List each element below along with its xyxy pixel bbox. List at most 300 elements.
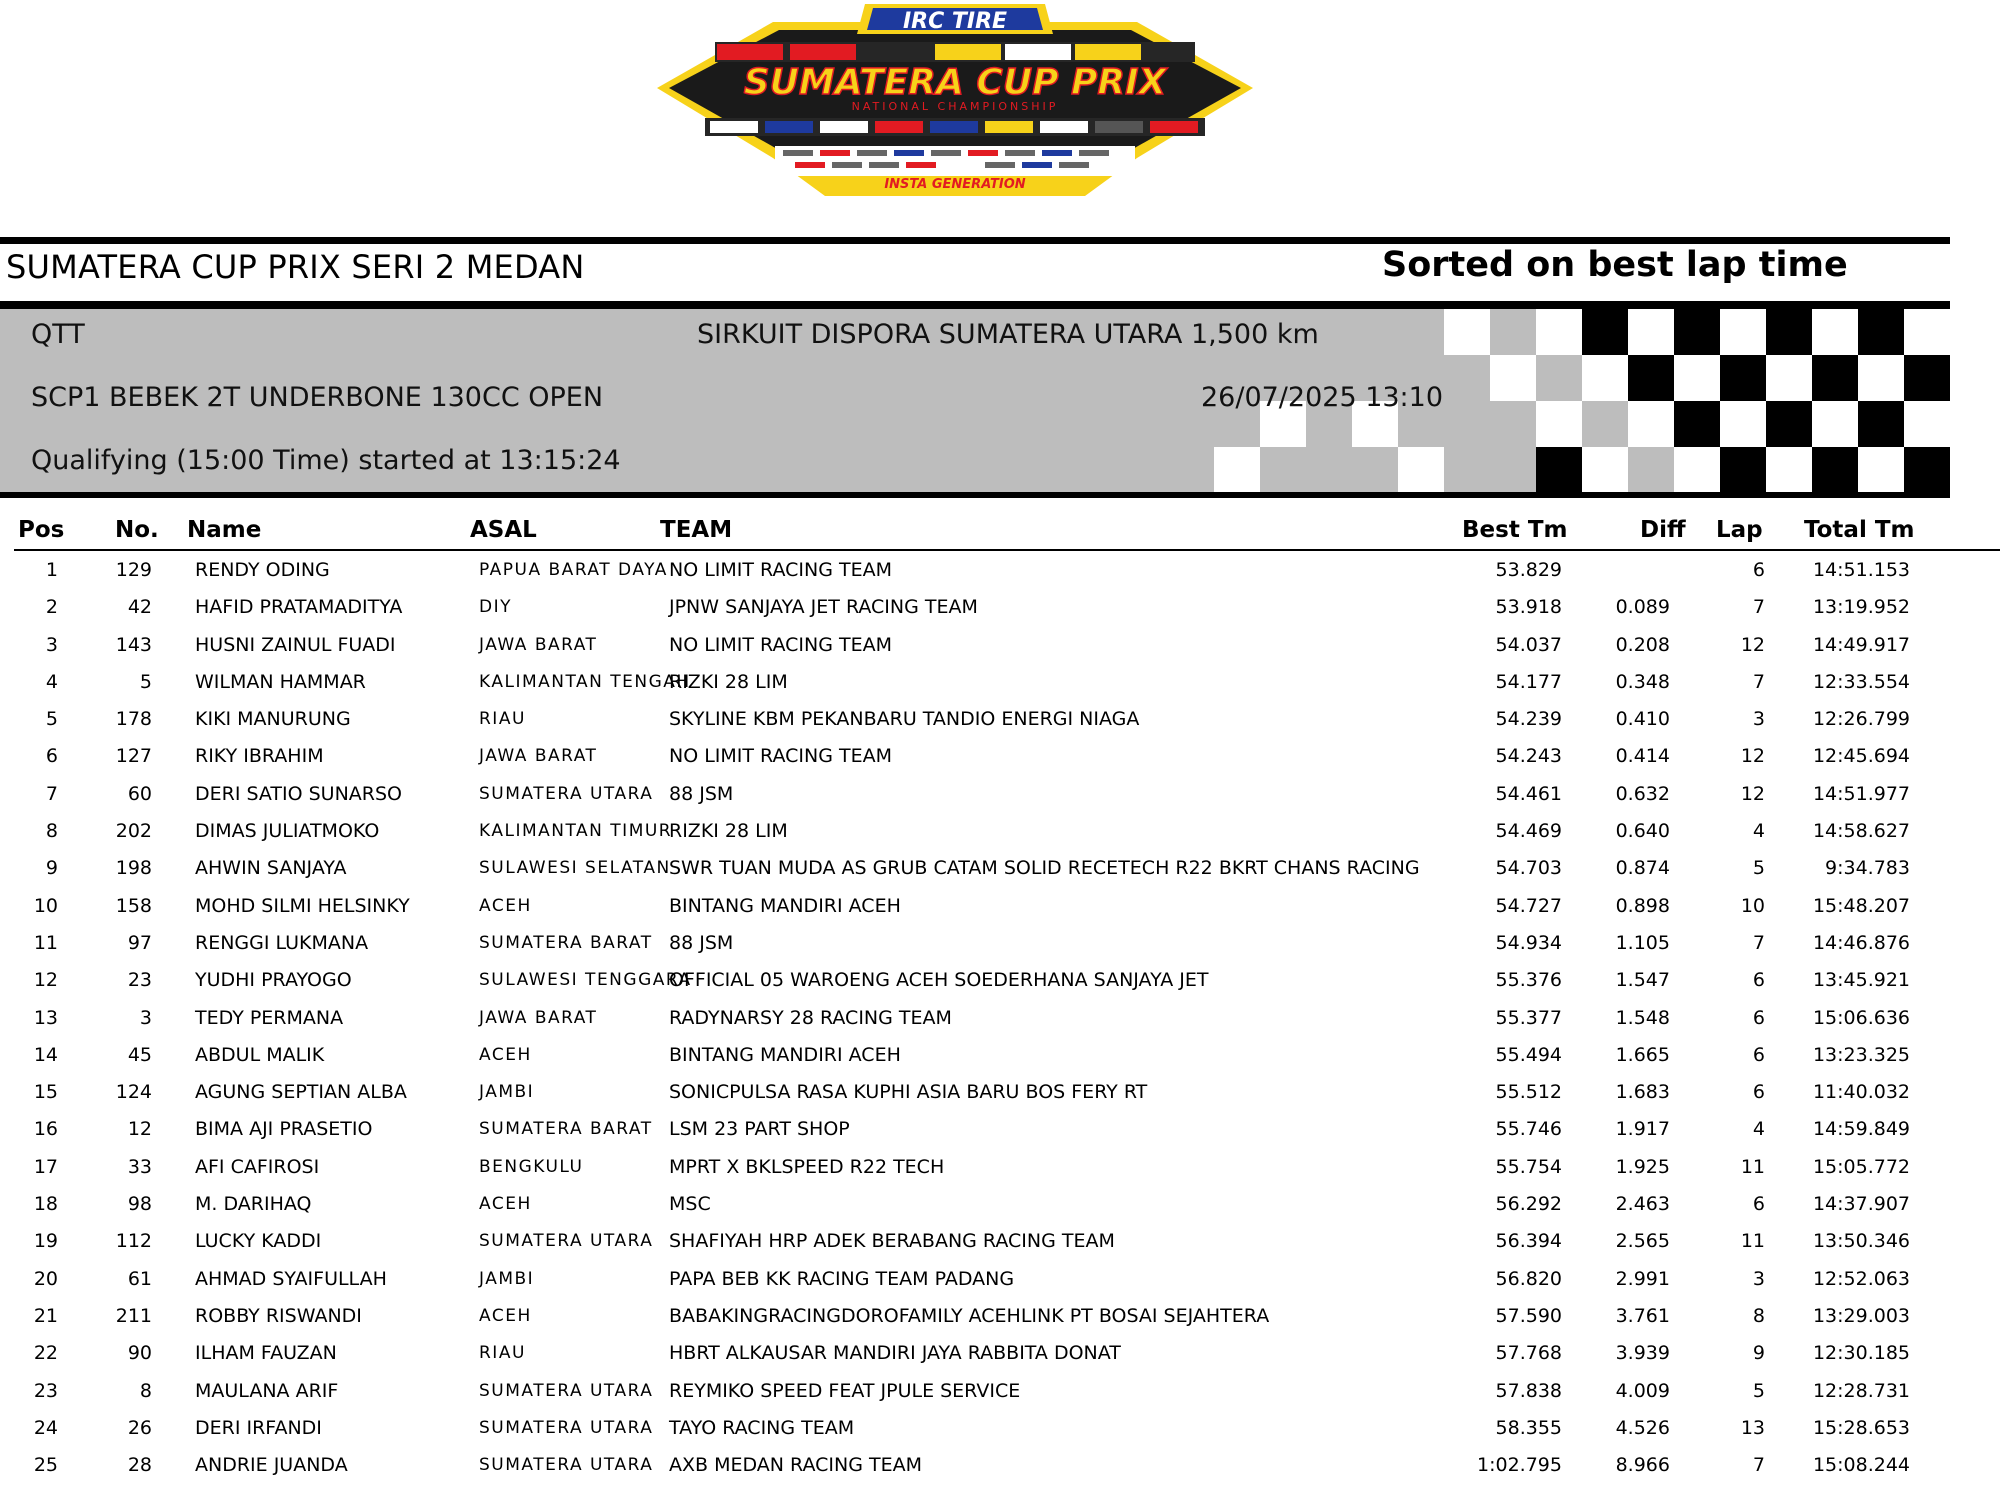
- cell-total-time: 15:08.244: [1812, 1454, 1910, 1477]
- session-datetime: 26/07/2025 13:10: [1201, 382, 1444, 413]
- table-row: [0, 627, 2000, 664]
- cell-rider-name: AGUNG SEPTIAN ALBA: [195, 1081, 407, 1104]
- cell-laps: 7: [1752, 596, 1765, 619]
- checker-square: [1674, 401, 1720, 447]
- cell-origin: JAWA BARAT: [479, 746, 598, 767]
- cell-pos: 4: [45, 670, 58, 693]
- cell-pos: 24: [33, 1416, 58, 1439]
- cell-origin: KALIMANTAN TENGAH: [479, 671, 691, 692]
- cell-diff: 1.917: [1615, 1118, 1670, 1141]
- table-row: [0, 664, 2000, 701]
- cell-diff: 0.640: [1615, 820, 1670, 843]
- cell-best-time: 55.512: [1495, 1081, 1562, 1104]
- cell-origin: ACEH: [479, 895, 532, 916]
- cell-rider-name: KIKI MANURUNG: [195, 708, 351, 731]
- cell-rider-name: ROBBY RISWANDI: [195, 1304, 362, 1327]
- cell-team: 88 JSM: [669, 782, 734, 805]
- table-row: [0, 738, 2000, 775]
- cell-best-time: 55.754: [1495, 1155, 1562, 1178]
- cell-diff: 0.208: [1615, 633, 1670, 656]
- cell-origin: SULAWESI TENGGARA: [479, 970, 692, 991]
- cell-pos: 25: [33, 1454, 58, 1477]
- cell-pos: 8: [45, 820, 58, 843]
- table-row: [0, 1447, 2000, 1484]
- cell-origin: KALIMANTAN TIMUR: [479, 821, 673, 842]
- table-row: [0, 776, 2000, 813]
- cell-diff: 1.547: [1615, 969, 1670, 992]
- session-code: QTT: [31, 319, 85, 350]
- cell-origin: JAMBI: [479, 1082, 535, 1103]
- cell-team: BINTANG MANDIRI ACEH: [669, 1043, 901, 1066]
- cell-rider-name: M. DARIHAQ: [195, 1193, 312, 1216]
- header-rule: [14, 549, 2000, 551]
- session-info-band: [0, 309, 1950, 492]
- cell-total-time: 13:50.346: [1812, 1230, 1910, 1253]
- cell-number: 158: [115, 894, 152, 917]
- cell-rider-name: LUCKY KADDI: [195, 1230, 322, 1253]
- cell-diff: 2.463: [1615, 1193, 1670, 1216]
- cell-laps: 6: [1752, 1193, 1765, 1216]
- cell-best-time: 54.037: [1495, 633, 1562, 656]
- cell-team: AXB MEDAN RACING TEAM: [669, 1454, 922, 1477]
- cell-total-time: 14:37.907: [1812, 1193, 1910, 1216]
- cell-laps: 7: [1752, 1454, 1765, 1477]
- cell-diff: 4.526: [1615, 1416, 1670, 1439]
- cell-pos: 5: [45, 708, 58, 731]
- cell-diff: 0.089: [1615, 596, 1670, 619]
- cell-best-time: 54.461: [1495, 782, 1562, 805]
- cell-laps: 3: [1752, 708, 1765, 731]
- cell-number: 98: [127, 1193, 152, 1216]
- cell-number: 202: [115, 820, 152, 843]
- cell-total-time: 12:52.063: [1812, 1267, 1910, 1290]
- cell-rider-name: AHWIN SANJAYA: [195, 857, 347, 880]
- cell-diff: 3.939: [1615, 1342, 1670, 1365]
- cell-team: LSM 23 PART SHOP: [669, 1118, 850, 1141]
- cell-laps: 13: [1740, 1416, 1765, 1439]
- cell-number: 60: [127, 782, 152, 805]
- sort-label: Sorted on best lap time: [1382, 245, 1848, 285]
- cell-rider-name: YUDHI PRAYOGO: [195, 969, 352, 992]
- cell-rider-name: HAFID PRATAMADITYA: [195, 596, 403, 619]
- cell-pos: 10: [33, 894, 58, 917]
- checker-square: [1444, 309, 1490, 355]
- checker-square: [1628, 401, 1674, 447]
- table-row: [0, 888, 2000, 925]
- cell-total-time: 15:05.772: [1812, 1155, 1910, 1178]
- cell-best-time: 54.703: [1495, 857, 1562, 880]
- cell-total-time: 15:48.207: [1812, 894, 1910, 917]
- cell-pos: 19: [33, 1230, 58, 1253]
- cell-total-time: 12:30.185: [1812, 1342, 1910, 1365]
- checker-square: [1536, 447, 1582, 493]
- table-row: [0, 1223, 2000, 1260]
- cell-rider-name: RIKY IBRAHIM: [195, 745, 324, 768]
- col-header-laps: Lap: [1716, 517, 1763, 543]
- cell-best-time: 57.838: [1495, 1379, 1562, 1402]
- table-row: [0, 1149, 2000, 1186]
- cell-origin: PAPUA BARAT DAYA: [479, 560, 668, 580]
- cell-rider-name: DERI IRFANDI: [195, 1416, 322, 1439]
- cell-best-time: 58.355: [1495, 1416, 1562, 1439]
- table-row: [0, 813, 2000, 850]
- cell-origin: RIAU: [479, 709, 526, 730]
- cell-diff: 0.348: [1615, 670, 1670, 693]
- cell-rider-name: MAULANA ARIF: [195, 1379, 339, 1402]
- cell-pos: 16: [33, 1118, 58, 1141]
- cell-pos: 21: [33, 1304, 58, 1327]
- cell-team: RADYNARSY 28 RACING TEAM: [669, 1006, 952, 1029]
- cell-laps: 6: [1752, 969, 1765, 992]
- col-header-team: TEAM: [660, 517, 733, 543]
- cell-best-time: 56.820: [1495, 1267, 1562, 1290]
- cell-laps: 6: [1752, 559, 1765, 581]
- cell-best-time: 57.768: [1495, 1342, 1562, 1365]
- cell-pos: 18: [33, 1193, 58, 1216]
- cell-best-time: 54.177: [1495, 670, 1562, 693]
- checker-square: [1674, 355, 1720, 401]
- cell-diff: 0.632: [1615, 782, 1670, 805]
- table-row: [0, 1111, 2000, 1148]
- cell-laps: 10: [1740, 894, 1765, 917]
- table-row: [0, 1373, 2000, 1410]
- cell-diff: 0.898: [1615, 894, 1670, 917]
- cell-best-time: 55.377: [1495, 1006, 1562, 1029]
- event-title: SUMATERA CUP PRIX SERI 2 MEDAN: [6, 248, 585, 286]
- checker-square: [1766, 401, 1812, 447]
- cell-total-time: 9:34.783: [1825, 857, 1910, 880]
- cell-team: MSC: [669, 1193, 711, 1216]
- checker-square: [1858, 309, 1904, 355]
- cell-total-time: 14:51.153: [1812, 559, 1910, 581]
- logo-title: SUMATERA CUP PRIX: [743, 62, 1167, 103]
- cell-best-time: 55.376: [1495, 969, 1562, 992]
- cell-rider-name: DERI SATIO SUNARSO: [195, 782, 403, 805]
- cell-pos: 6: [45, 745, 58, 768]
- checker-square: [1582, 355, 1628, 401]
- cell-pos: 13: [33, 1006, 58, 1029]
- cell-best-time: 54.934: [1495, 931, 1562, 954]
- cell-number: 211: [115, 1304, 152, 1327]
- cell-rider-name: ILHAM FAUZAN: [195, 1342, 337, 1365]
- cell-diff: 1.925: [1615, 1155, 1670, 1178]
- cell-number: 5: [139, 670, 152, 693]
- cell-total-time: 13:19.952: [1812, 596, 1910, 619]
- cell-number: 61: [127, 1267, 152, 1290]
- cell-team: REYMIKO SPEED FEAT JPULE SERVICE: [669, 1379, 1021, 1402]
- checker-square: [1904, 309, 1950, 355]
- results-table: [0, 552, 2000, 1484]
- cell-total-time: 15:28.653: [1812, 1416, 1910, 1439]
- cell-pos: 2: [45, 596, 58, 619]
- checker-square: [1812, 309, 1858, 355]
- cell-best-time: 56.292: [1495, 1193, 1562, 1216]
- cell-pos: 1: [45, 559, 58, 581]
- cell-rider-name: RENGGI LUKMANA: [195, 931, 369, 954]
- cell-pos: 22: [33, 1342, 58, 1365]
- col-header-best-time: Best Tm: [1462, 517, 1568, 543]
- cell-diff: 1.105: [1615, 931, 1670, 954]
- cell-diff: 1.683: [1615, 1081, 1670, 1104]
- cell-pos: 20: [33, 1267, 58, 1290]
- cell-team: NO LIMIT RACING TEAM: [669, 745, 892, 768]
- col-header-diff: Diff: [1640, 517, 1686, 543]
- checker-square: [1720, 447, 1766, 493]
- cell-best-time: 1:02.795: [1477, 1454, 1562, 1477]
- checker-square: [1674, 447, 1720, 493]
- checker-square: [1214, 447, 1260, 493]
- cell-origin: RIAU: [479, 1343, 526, 1364]
- cell-rider-name: HUSNI ZAINUL FUADI: [195, 633, 396, 656]
- col-header-pos: Pos: [18, 517, 65, 543]
- cell-diff: 3.761: [1615, 1304, 1670, 1327]
- session-description: Qualifying (15:00 Time) started at 13:15:24: [31, 445, 621, 476]
- checker-square: [1582, 447, 1628, 493]
- cell-team: RIZKI 28 LIM: [669, 670, 788, 693]
- cell-origin: ACEH: [479, 1194, 532, 1215]
- cell-number: 90: [127, 1342, 152, 1365]
- cell-team: SHAFIYAH HRP ADEK BERABANG RACING TEAM: [669, 1230, 1115, 1253]
- cell-diff: 2.991: [1615, 1267, 1670, 1290]
- cell-origin: JAMBI: [479, 1268, 535, 1289]
- cell-origin: DIY: [479, 597, 512, 618]
- cell-diff: 1.548: [1615, 1006, 1670, 1029]
- cell-rider-name: AHMAD SYAIFULLAH: [195, 1267, 387, 1290]
- cell-number: 97: [127, 931, 152, 954]
- cell-best-time: 54.727: [1495, 894, 1562, 917]
- cell-rider-name: DIMAS JULIATMOKO: [195, 820, 380, 843]
- cell-origin: SULAWESI SELATAN: [479, 858, 671, 879]
- logo-brand: IRC TIRE: [902, 9, 1008, 34]
- table-row: [0, 1037, 2000, 1074]
- checker-square: [1720, 401, 1766, 447]
- cell-number: 28: [127, 1454, 152, 1477]
- cell-total-time: 12:45.694: [1812, 745, 1910, 768]
- title-rule: [0, 301, 1950, 309]
- table-row: [0, 701, 2000, 738]
- cell-origin: ACEH: [479, 1044, 532, 1065]
- cell-pos: 23: [33, 1379, 58, 1402]
- checker-square: [1674, 309, 1720, 355]
- cell-number: 124: [115, 1081, 152, 1104]
- cell-rider-name: RENDY ODING: [195, 559, 330, 581]
- checker-square: [1536, 401, 1582, 447]
- checker-square: [1904, 355, 1950, 401]
- cell-pos: 12: [33, 969, 58, 992]
- table-row: [0, 552, 2000, 589]
- cell-team: SWR TUAN MUDA AS GRUB CATAM SOLID RECETECH R22 BKRT CHANS RACING: [669, 857, 1420, 880]
- cell-total-time: 13:29.003: [1812, 1304, 1910, 1327]
- table-row: [0, 589, 2000, 626]
- cell-laps: 9: [1752, 1342, 1765, 1365]
- cell-laps: 11: [1740, 1230, 1765, 1253]
- cell-diff: 0.410: [1615, 708, 1670, 731]
- checker-square: [1904, 447, 1950, 493]
- cell-pos: 14: [33, 1043, 58, 1066]
- cell-origin: SUMATERA BARAT: [479, 1119, 653, 1140]
- cell-best-time: 56.394: [1495, 1230, 1562, 1253]
- cell-diff: 8.966: [1615, 1454, 1670, 1477]
- checker-square: [1812, 447, 1858, 493]
- cell-rider-name: TEDY PERMANA: [195, 1006, 344, 1029]
- cell-team: HBRT ALKAUSAR MANDIRI JAYA RABBITA DONAT: [669, 1342, 1121, 1365]
- cell-total-time: 12:33.554: [1812, 670, 1910, 693]
- cell-team: NO LIMIT RACING TEAM: [669, 559, 892, 581]
- cell-laps: 4: [1752, 1118, 1765, 1141]
- table-row: [0, 1410, 2000, 1447]
- cell-team: BABAKINGRACINGDOROFAMILY ACEHLINK PT BOSAI SEJAHTERA: [669, 1304, 1270, 1327]
- cell-rider-name: ANDRIE JUANDA: [195, 1454, 348, 1477]
- cell-laps: 12: [1740, 633, 1765, 656]
- cell-best-time: 53.829: [1495, 559, 1562, 581]
- cell-team: OFFICIAL 05 WAROENG ACEH SOEDERHANA SANJAYA JET: [669, 969, 1209, 992]
- cell-team: TAYO RACING TEAM: [669, 1416, 855, 1439]
- cell-origin: SUMATERA UTARA: [479, 783, 654, 804]
- cell-team: MPRT X BKLSPEED R22 TECH: [669, 1155, 945, 1178]
- cell-rider-name: AFI CAFIROSI: [195, 1155, 320, 1178]
- cell-team: NO LIMIT RACING TEAM: [669, 633, 892, 656]
- cell-rider-name: ABDUL MALIK: [195, 1043, 325, 1066]
- cell-number: 129: [115, 559, 152, 581]
- checker-square: [1858, 447, 1904, 493]
- cell-number: 198: [115, 857, 152, 880]
- cell-number: 23: [127, 969, 152, 992]
- cell-number: 12: [127, 1118, 152, 1141]
- cell-laps: 8: [1752, 1304, 1765, 1327]
- cell-team: BINTANG MANDIRI ACEH: [669, 894, 901, 917]
- cell-pos: 9: [45, 857, 58, 880]
- cell-best-time: 54.239: [1495, 708, 1562, 731]
- cell-total-time: 14:51.977: [1812, 782, 1910, 805]
- cell-origin: SUMATERA UTARA: [479, 1231, 654, 1252]
- cell-best-time: 57.590: [1495, 1304, 1562, 1327]
- checker-square: [1628, 309, 1674, 355]
- cell-team: PAPA BEB KK RACING TEAM PADANG: [669, 1267, 1015, 1290]
- cell-number: 33: [127, 1155, 152, 1178]
- cell-laps: 5: [1752, 857, 1765, 880]
- checker-square: [1812, 355, 1858, 401]
- checker-square: [1398, 447, 1444, 493]
- table-row: [0, 1074, 2000, 1111]
- cell-number: 178: [115, 708, 152, 731]
- table-row: [0, 1298, 2000, 1335]
- top-rule: [0, 237, 1950, 244]
- table-row: [0, 1186, 2000, 1223]
- cell-origin: ACEH: [479, 1305, 532, 1326]
- cell-number: 42: [127, 596, 152, 619]
- cell-best-time: 54.469: [1495, 820, 1562, 843]
- cell-origin: SUMATERA UTARA: [479, 1455, 654, 1476]
- cell-number: 143: [115, 633, 152, 656]
- cell-best-time: 53.918: [1495, 596, 1562, 619]
- cell-laps: 11: [1740, 1155, 1765, 1178]
- cell-laps: 6: [1752, 1081, 1765, 1104]
- cell-number: 26: [127, 1416, 152, 1439]
- col-header-name: Name: [187, 517, 262, 543]
- cell-total-time: 14:46.876: [1812, 931, 1910, 954]
- cell-total-time: 12:28.731: [1812, 1379, 1910, 1402]
- checker-square: [1720, 355, 1766, 401]
- cell-rider-name: BIMA AJI PRASETIO: [195, 1118, 373, 1141]
- cell-total-time: 14:58.627: [1812, 820, 1910, 843]
- cell-diff: 0.874: [1615, 857, 1670, 880]
- cell-laps: 12: [1740, 782, 1765, 805]
- col-header-no: No.: [115, 517, 159, 543]
- circuit-name: SIRKUIT DISPORA SUMATERA UTARA 1,500 km: [697, 319, 1319, 350]
- cell-origin: SUMATERA BARAT: [479, 932, 653, 953]
- cell-diff: 4.009: [1615, 1379, 1670, 1402]
- cell-team: JPNW SANJAYA JET RACING TEAM: [669, 596, 978, 619]
- table-row: [0, 1000, 2000, 1037]
- checker-square: [1812, 401, 1858, 447]
- checker-square: [1858, 401, 1904, 447]
- cell-team: SONICPULSA RASA KUPHI ASIA BARU BOS FERY RT: [669, 1081, 1148, 1104]
- cell-diff: 1.665: [1615, 1043, 1670, 1066]
- col-header-total-time: Total Tm: [1804, 517, 1915, 543]
- checker-square: [1766, 447, 1812, 493]
- cell-team: RIZKI 28 LIM: [669, 820, 788, 843]
- cell-pos: 15: [33, 1081, 58, 1104]
- checker-square: [1904, 401, 1950, 447]
- cell-team: 88 JSM: [669, 931, 734, 954]
- event-logo: [655, 0, 1255, 200]
- cell-laps: 12: [1740, 745, 1765, 768]
- cell-origin: BENGKULU: [479, 1156, 584, 1177]
- cell-rider-name: WILMAN HAMMAR: [195, 670, 366, 693]
- checker-square: [1766, 355, 1812, 401]
- table-row: [0, 962, 2000, 999]
- checker-square: [1766, 309, 1812, 355]
- cell-number: 8: [139, 1379, 152, 1402]
- cell-total-time: 11:40.032: [1812, 1081, 1910, 1104]
- cell-best-time: 55.494: [1495, 1043, 1562, 1066]
- cell-total-time: 14:49.917: [1812, 633, 1910, 656]
- checker-square: [1858, 355, 1904, 401]
- cell-number: 112: [115, 1230, 152, 1253]
- cell-pos: 7: [45, 782, 58, 805]
- cell-total-time: 14:59.849: [1812, 1118, 1910, 1141]
- cell-diff: 0.414: [1615, 745, 1670, 768]
- cell-laps: 7: [1752, 670, 1765, 693]
- cell-number: 3: [139, 1006, 152, 1029]
- col-header-asal: ASAL: [470, 517, 537, 543]
- cell-laps: 7: [1752, 931, 1765, 954]
- cell-laps: 5: [1752, 1379, 1765, 1402]
- cell-laps: 6: [1752, 1006, 1765, 1029]
- cell-total-time: 12:26.799: [1812, 708, 1910, 731]
- table-row: [0, 925, 2000, 962]
- cell-laps: 3: [1752, 1267, 1765, 1290]
- checker-square: [1628, 355, 1674, 401]
- cell-laps: 6: [1752, 1043, 1765, 1066]
- cell-pos: 3: [45, 633, 58, 656]
- cell-diff: 2.565: [1615, 1230, 1670, 1253]
- band-rule: [0, 492, 1950, 498]
- cell-total-time: 15:06.636: [1812, 1006, 1910, 1029]
- cell-origin: JAWA BARAT: [479, 634, 598, 655]
- cell-origin: SUMATERA UTARA: [479, 1380, 654, 1401]
- checker-square: [1582, 309, 1628, 355]
- cell-rider-name: MOHD SILMI HELSINKY: [195, 894, 410, 917]
- table-row: [0, 1335, 2000, 1372]
- logo-footer: INSTA GENERATION: [884, 177, 1026, 192]
- cell-team: SKYLINE KBM PEKANBARU TANDIO ENERGI NIAGA: [669, 708, 1140, 731]
- checker-square: [1720, 309, 1766, 355]
- cell-number: 45: [127, 1043, 152, 1066]
- table-row: [0, 1261, 2000, 1298]
- cell-origin: JAWA BARAT: [479, 1007, 598, 1028]
- checker-square: [1536, 309, 1582, 355]
